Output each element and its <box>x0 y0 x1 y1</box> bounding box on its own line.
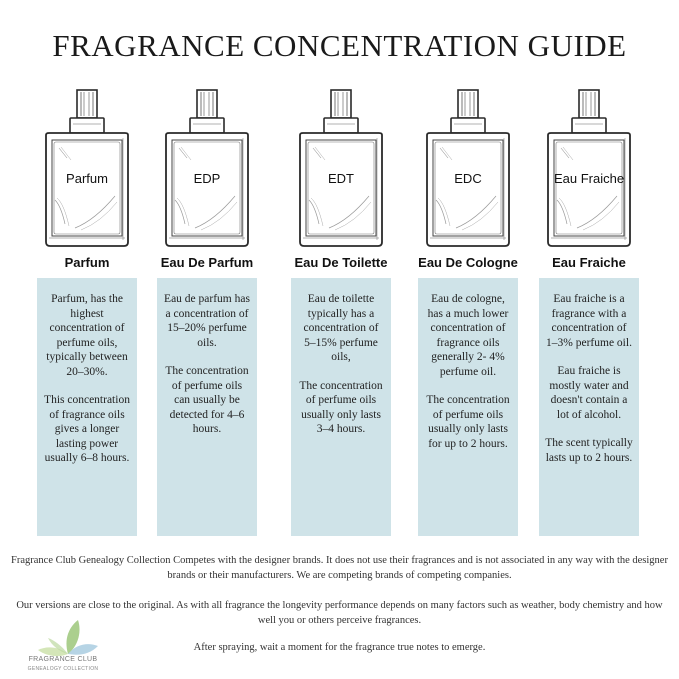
concentration-description <box>539 278 639 536</box>
description-paragraph: The scent typically lasts up to 2 hours. <box>545 437 633 464</box>
logo-subtitle: GENEALOGY COLLECTION <box>27 666 99 672</box>
bottle-illustration <box>418 88 518 248</box>
bottle-column <box>539 88 639 464</box>
description-paragraph: This concentration of fragrance oils gives a longer lasting power usually 6–8 hours. <box>44 394 130 464</box>
concentration-name: Eau De Toilette <box>294 255 388 270</box>
bottle-illustration <box>37 88 137 248</box>
description-paragraph: Eau fraiche is a fragrance with a concentration of 1–3% perfume oil. <box>546 293 632 349</box>
bottle-label: EDT <box>328 171 354 186</box>
bottle-column <box>157 88 257 435</box>
page-title: FRAGRANCE CONCENTRATION GUIDE <box>52 28 627 63</box>
logo-name: FRAGRANCE CLUB <box>28 656 98 663</box>
bottle-label: Parfum <box>66 171 108 186</box>
description-paragraph: Eau de toilette typically has a concentration of 5–15% perfume oils, <box>303 293 379 363</box>
description-paragraph: The concentration of perfume oils usually only lasts 3–4 hours. <box>299 379 383 435</box>
perfume-bottle-icon <box>291 88 391 248</box>
perfume-bottle-icon <box>539 88 639 248</box>
footer-spraying: After spraying, wait a moment for the fragrance true notes to emerge. <box>193 642 486 653</box>
bottle-illustration <box>157 88 257 248</box>
description-paragraph: The concentration of perfume oils usually only lasts for up to 2 hours. <box>426 394 510 450</box>
concentration-description <box>157 278 257 536</box>
concentration-description <box>291 278 391 536</box>
concentration-name: Eau Fraiche <box>552 255 626 270</box>
perfume-bottle-icon <box>37 88 137 248</box>
bottle-column <box>37 88 137 464</box>
description-paragraph: Parfum, has the highest concentration of perfume oils, typically between 20–30%. <box>46 293 128 378</box>
perfume-bottle-icon <box>157 88 257 248</box>
bottle-label: EDC <box>454 171 482 186</box>
concentration-description <box>37 278 137 536</box>
concentration-name: Parfum <box>64 255 110 270</box>
bottle-column <box>291 88 391 435</box>
description-paragraph: Eau de parfum has a concentration of 15–20% perfume oils. <box>164 293 250 349</box>
concentration-description <box>418 278 518 536</box>
footer-longevity: Our versions are close to the original. As with all fragrance the longevity performance depends on many factors such as weather, body chemistry and how well you or others perceive fragrances. <box>16 600 663 626</box>
description-paragraph: Eau fraiche is mostly water and doesn't contain a lot of alcohol. <box>549 365 629 421</box>
bottle-label: Eau Fraiche <box>553 171 625 186</box>
concentration-name: Eau De Cologne <box>418 255 518 270</box>
concentration-name: Eau De Parfum <box>160 255 254 270</box>
description-paragraph: Eau de cologne, has a much lower concentration of fragrance oils generally 2- 4% perfume oil. <box>427 293 509 378</box>
description-paragraph: The concentration of perfume oils can usually be detected for 4–6 hours. <box>165 365 249 435</box>
perfume-bottle-icon <box>418 88 518 248</box>
bottle-illustration <box>539 88 639 248</box>
bottle-illustration <box>291 88 391 248</box>
bottle-label: EDP <box>193 171 221 186</box>
footer-disclaimer: Fragrance Club Genealogy Collection Competes with the designer brands. It does not use their fragrances and is not associated in any way with the designer brands or their manufacturers. We are competing brands of competing companies. <box>11 555 668 581</box>
bottle-column <box>418 88 518 450</box>
